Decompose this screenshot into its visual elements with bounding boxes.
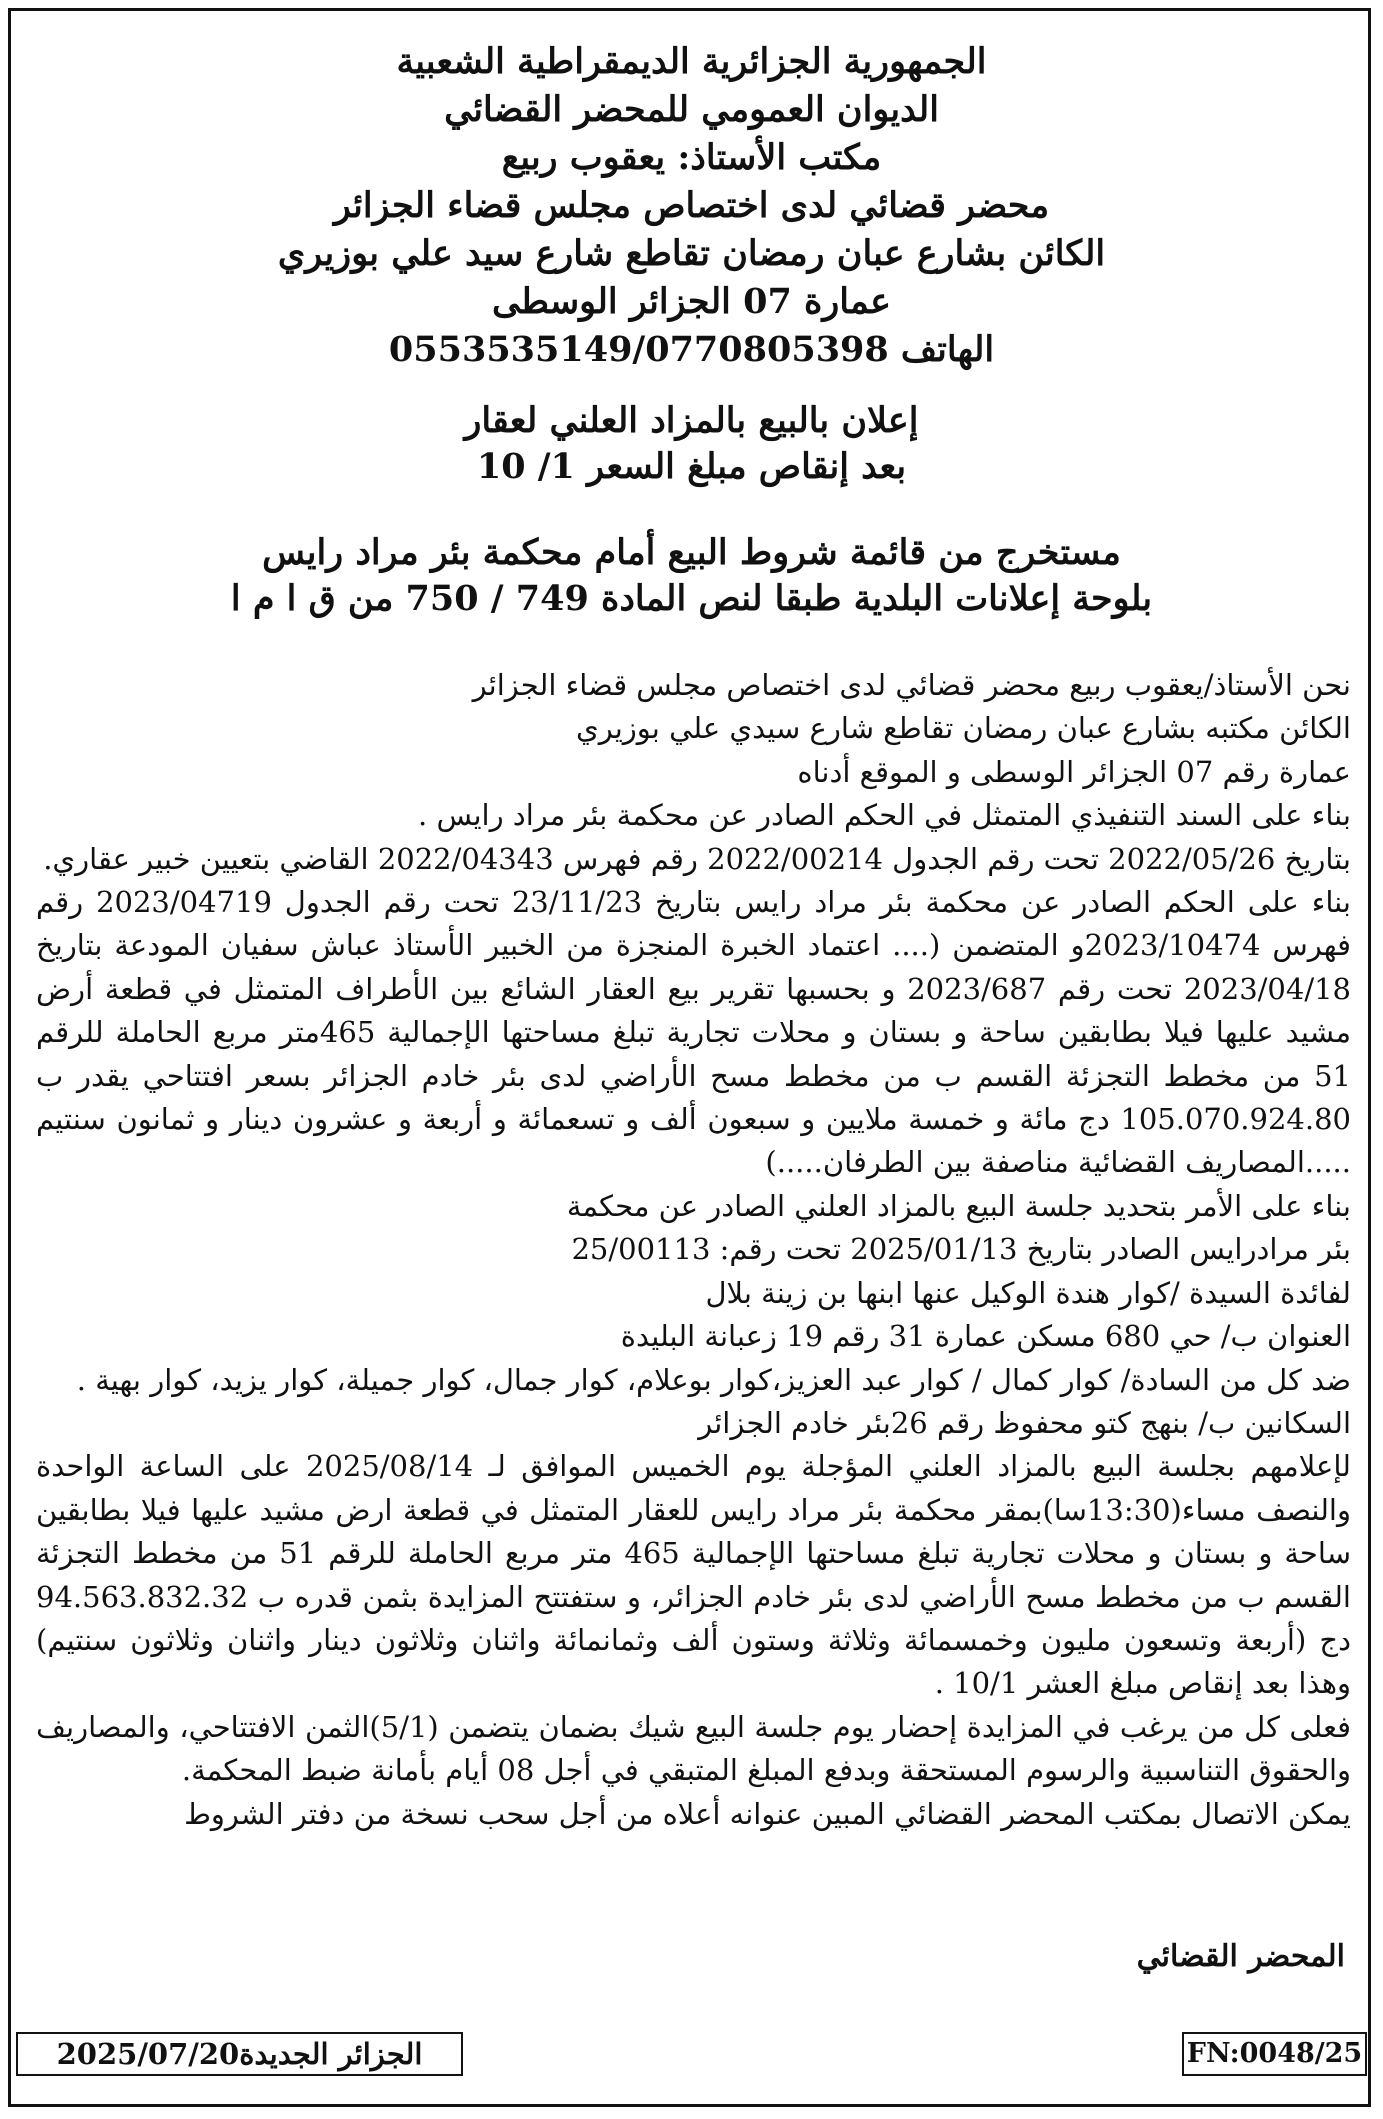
office-address: الكائن بشارع عبان رمضان تقاطع شارع سيد علي بوزيري xyxy=(277,233,1106,274)
body-paragraph-2: الكائن مكتبه بشارع عبان رمضان تقاطع شارع سيدي علي بوزيري xyxy=(576,711,1351,746)
body-paragraph-13: لإعلامهم بجلسة البيع بالمزاد العلني المؤجلة يوم الخميس الموافق لـ 2025/08/14 على الساعة الواحدة والنصف مساء(13:30سا)بمقر محكمة بئر مراد رايس للعقار المتمثل في قطعة ارض مشيد عليها فيلا بطابقين ساحة و بستان و محلات تجارية تبلغ مساحتها الإجمالية 465 متر مربع الحاملة للرقم 51 من مخطط التجزئة القسم ب من مخطط مسح الأراضي لدى بئر خادم الجزائر، و ستفتتح المزايدة بثمن قدره ب 94.563.832.32 دج (أربعة وتسعون مليون وخمسمائة وثلاثة وستون ألف وثمانمائة واثنان وثلاثون دينار واثنان وثلاثون سنتيم) وهذا بعد إنقاص مبلغ العشر 10/1 . xyxy=(36,1449,1351,1701)
bailiff-name: مكتب الأستاذ: يعقوب ربيع xyxy=(501,137,882,178)
body-paragraph-7: بناء على الأمر بتحديد جلسة البيع بالمزاد العلني الصادر عن محكمة xyxy=(566,1188,1351,1223)
body-paragraph-8: بئر مرادرايس الصادر بتاريخ 2025/01/13 تحت رقم: 25/00113 xyxy=(571,1232,1351,1267)
office-name: الديوان العمومي للمحضر القضائي xyxy=(444,89,939,130)
body-paragraph-5: بتاريخ 2022/05/26 تحت رقم الجدول 2022/00214 رقم فهرس 2022/04343 القاضي بتعيين خبير عقاري. xyxy=(43,841,1351,876)
newspaper-box xyxy=(16,2032,463,2076)
signature-label: المحضر القضائي xyxy=(1136,1939,1345,1974)
notice-title xyxy=(40,398,1343,490)
body-paragraph-3: عمارة رقم 07 الجزائر الوسطى و الموقع أدناه xyxy=(797,754,1351,789)
bailiff-jurisdiction: محضر قضائي لدى اختصاص مجلس قضاء الجزائر xyxy=(333,185,1050,226)
body-paragraph-4: بناء على السند التنفيذي المتمثل في الحكم الصادر عن محكمة بئر مراد رايس . xyxy=(418,798,1351,833)
office-building: عمارة 07 الجزائر الوسطى xyxy=(491,281,892,322)
newspaper-name: الجزائر الجديدة xyxy=(239,2037,423,2071)
letterhead xyxy=(40,38,1343,374)
body-paragraph-9: لفائدة السيدة /كوار هندة الوكيل عنها ابنها بن زينة بلال xyxy=(705,1275,1351,1310)
notice-body xyxy=(36,664,1351,1836)
notice-subtitle xyxy=(40,530,1343,622)
body-paragraph-12: السكانين ب/ بنهج كتو محفوظ رقم 26بئر خادم الجزائر xyxy=(698,1405,1351,1440)
notice-subtitle-line1: مستخرج من قائمة شروط البيع أمام محكمة بئر مراد رايس xyxy=(262,532,1121,573)
body-paragraph-10: العنوان ب/ حي 680 مسكن عمارة 31 رقم 19 زعبانة البليدة xyxy=(620,1319,1351,1354)
notice-title-line2: بعد إنقاص مبلغ السعر 1/ 10 xyxy=(476,446,907,487)
reference-box xyxy=(1182,2032,1367,2076)
body-paragraph-6: بناء على الحكم الصادر عن محكمة بئر مراد رايس بتاريخ 23/11/23 تحت رقم الجدول 2023/04719 رقم فهرس 2023/10474و المتضمن (.... اعتماد الخبرة المنجزة من الخبير الأستاذ عباش سفيان المودعة بتاريخ 2023/04/18 تحت رقم 2023/687 و بحسبها تقرير بيع العقار الشائع بين الأطراف المتمثل في قطعة أرض مشيد عليها فيلا بطابقين ساحة و بستان و محلات تجارية تبلغ مساحتها الإجمالية 465متر مربع الحاملة للرقم 51 من مخطط التجزئة القسم ب من مخطط مسح الأراضي لدى بئر خادم الجزائر بسعر افتتاحي يقدر ب 105.070.924.80 دج مائة و خمسة ملايين و سبعون ألف و تسعمائة و أربعة و عشرون دينار و ثمانون سنتيم .....المصاريف القضائية مناصفة بين الطرفان.....) xyxy=(36,885,1352,1180)
notice-title-line1: إعلان بالبيع بالمزاد العلني لعقار xyxy=(464,400,919,441)
republic-name: الجمهورية الجزائرية الديمقراطية الشعبية xyxy=(396,41,987,82)
office-phone: الهاتف 0553535149/0770805398 xyxy=(388,329,995,370)
body-paragraph-11: ضد كل من السادة/ كوار كمال / كوار عبد العزيز،كوار بوعلام، كوار جمال، كوار جميلة، كوار يزيد، كوار بهية . xyxy=(76,1362,1351,1397)
reference-number: FN:0048/25 xyxy=(1186,2038,1363,2069)
body-paragraph-14: فعلى كل من يرغب في المزايدة إحضار يوم جلسة البيع شيك بضمان يتضمن (5/1)الثمن الافتتاحي، والمصاريف والحقوق التناسبية والرسوم المستحقة وبدفع المبلغ المتبقي في أجل 08 أيام بأمانة ضبط المحكمة. xyxy=(36,1709,1351,1788)
notice-subtitle-line2: بلوحة إعلانات البلدية طبقا لنص المادة 749 / 750 من ق ا م ا xyxy=(230,578,1153,619)
body-paragraph-1: نحن الأستاذ/يعقوب ربيع محضر قضائي لدى اختصاص مجلس قضاء الجزائر xyxy=(472,668,1351,702)
publication-date: 2025/07/20 xyxy=(56,2037,240,2071)
body-paragraph-15: يمكن الاتصال بمكتب المحضر القضائي المبين عنوانه أعلاه من أجل سحب نسخة من دفتر الشروط xyxy=(184,1796,1351,1831)
